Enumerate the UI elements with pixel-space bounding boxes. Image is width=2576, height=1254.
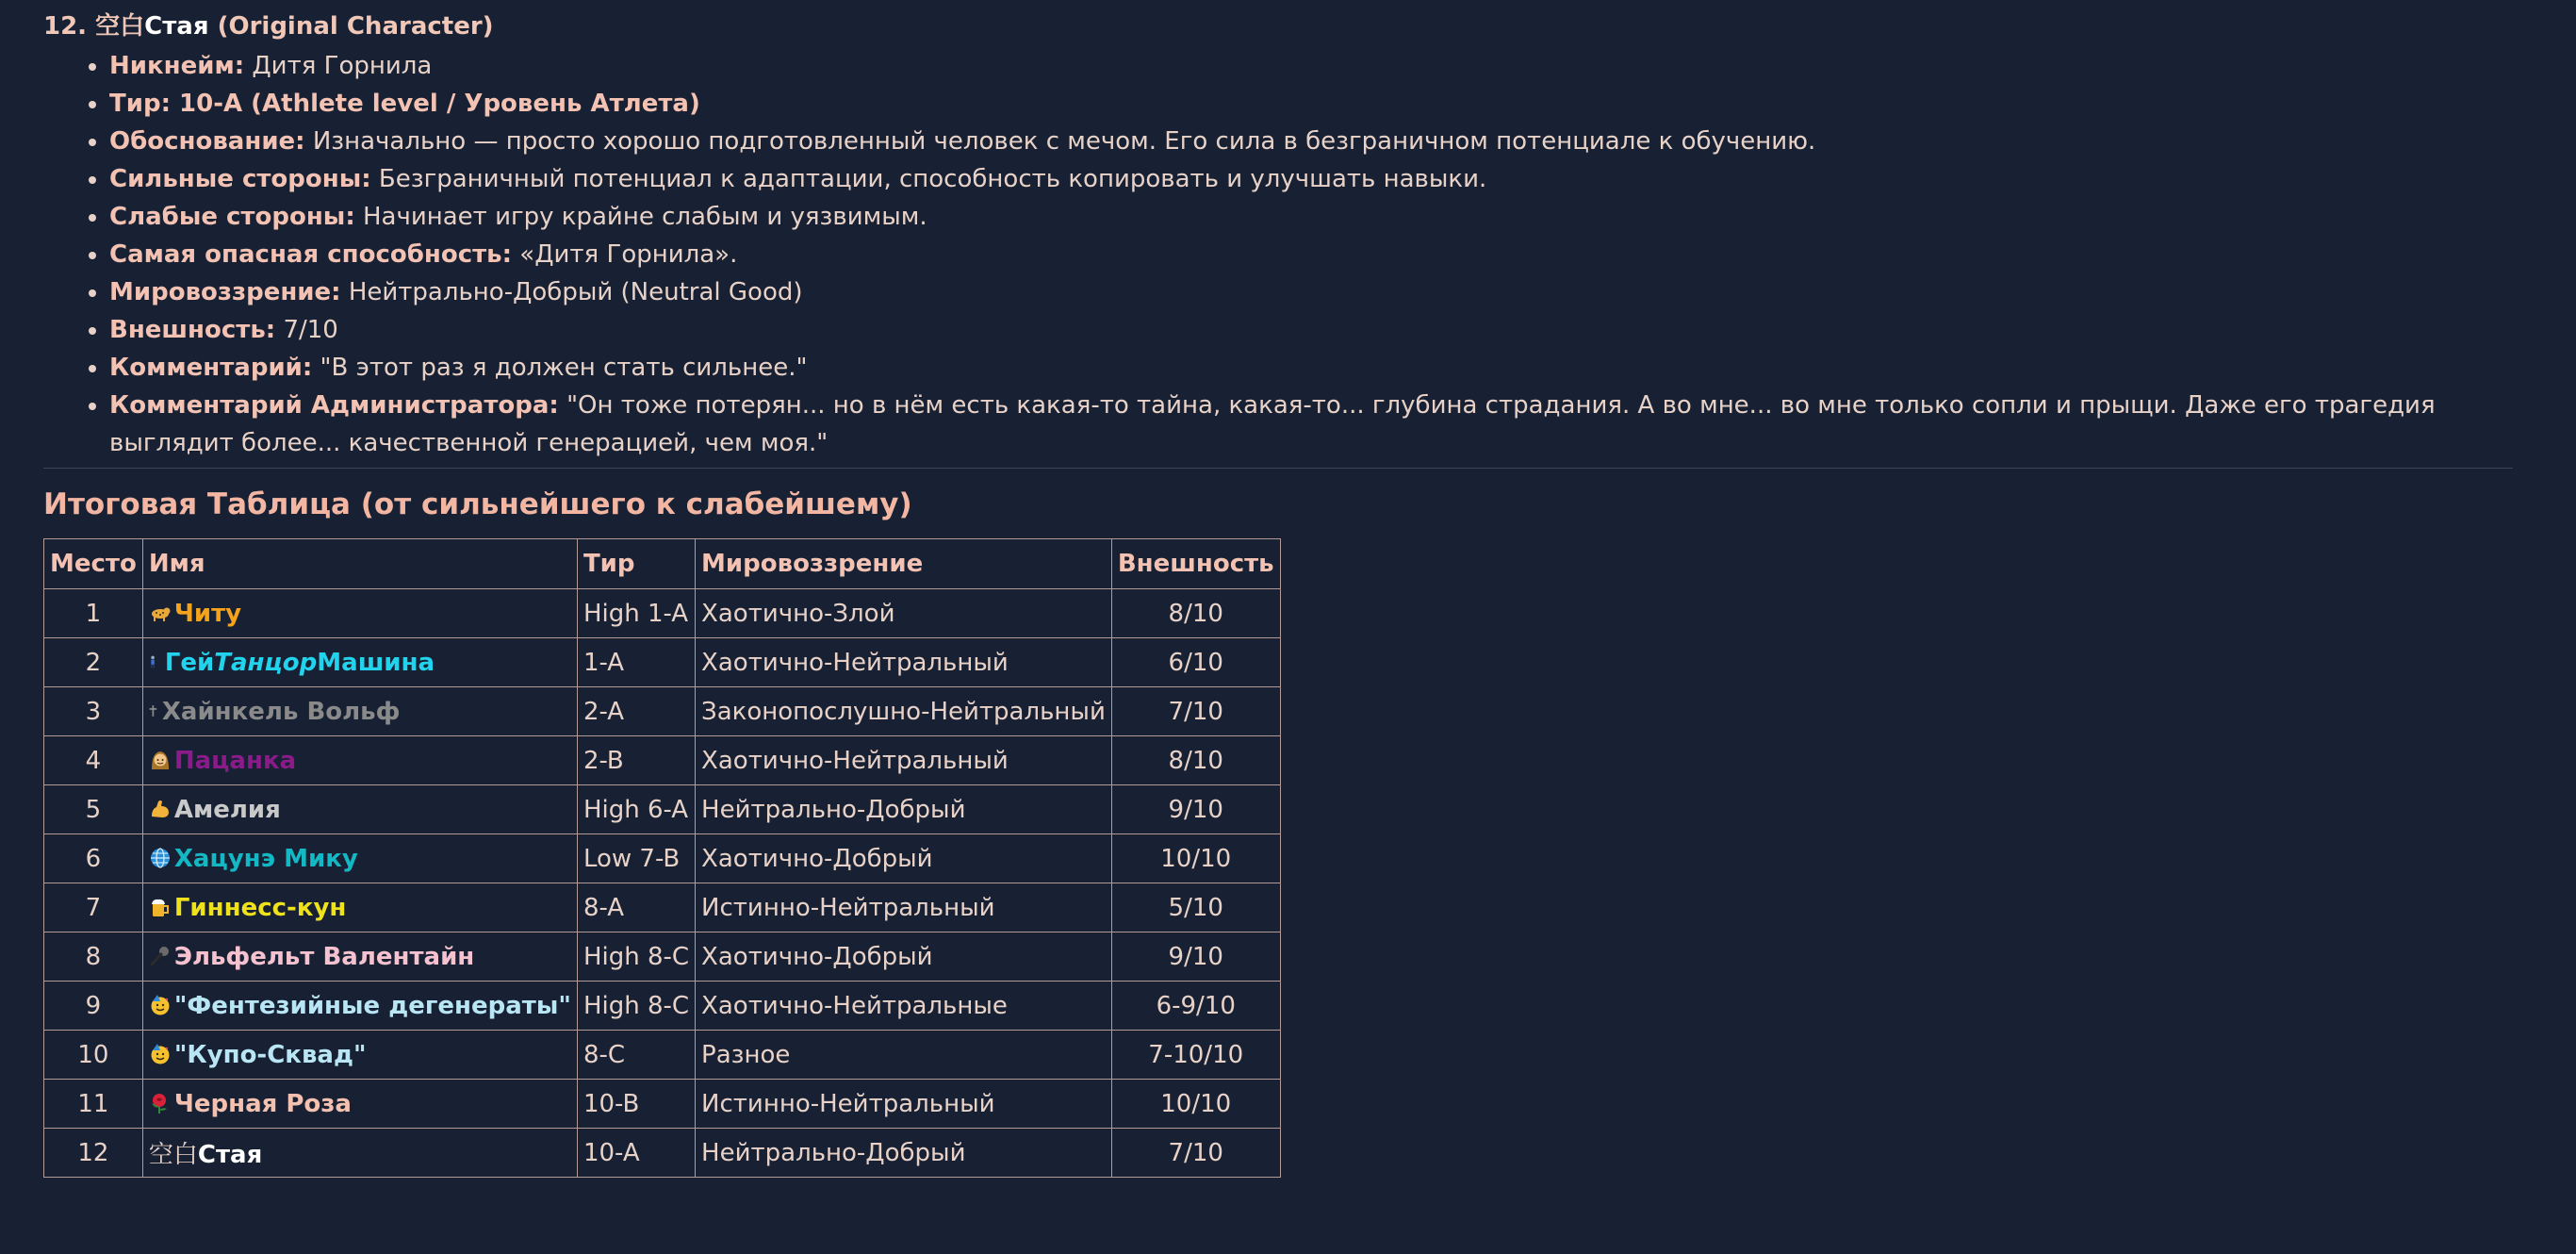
character-details-list — [43, 47, 2513, 462]
cell-tier: High 6-A — [577, 785, 695, 834]
cell-place: 4 — [44, 736, 143, 785]
cell-place: 2 — [44, 638, 143, 687]
cell-alignment: Хаотично-Злой — [696, 589, 1112, 638]
cell-place: 8 — [44, 932, 143, 982]
table-row — [44, 589, 1281, 638]
cell-appearance: 7/10 — [1111, 1129, 1280, 1178]
cell-appearance: 10/10 — [1111, 834, 1280, 883]
cell-name — [142, 1031, 577, 1080]
detail-label: Никнейм: — [109, 52, 245, 80]
cell-tier: 8-A — [577, 883, 695, 932]
cell-alignment: Хаотично-Добрый — [696, 834, 1112, 883]
rose-icon — [149, 1092, 172, 1114]
row-name-part: Гей — [164, 648, 215, 677]
cell-name — [142, 785, 577, 834]
cell-appearance: 7-10/10 — [1111, 1031, 1280, 1080]
table-row — [44, 932, 1281, 982]
girl-icon — [149, 749, 172, 771]
cell-appearance: 6/10 — [1111, 638, 1280, 687]
row-name-kanji: 空白 — [148, 1141, 198, 1169]
detail-dangerous-ability — [109, 236, 2513, 273]
cell-appearance: 9/10 — [1111, 932, 1280, 982]
cell-name — [142, 1129, 577, 1178]
dancer-robot-icon — [149, 651, 162, 673]
detail-value: Изначально — просто хорошо подготовленный человек с мечом. Его сила в безграничном потенциале к обучению. — [312, 127, 1816, 156]
detail-label: Комментарий: — [109, 354, 313, 382]
beer-mug-icon — [149, 896, 172, 918]
detail-weaknesses — [109, 198, 2513, 236]
cell-alignment: Законопослушно-Нейтральный — [696, 687, 1112, 736]
cell-alignment: Хаотично-Добрый — [696, 932, 1112, 982]
flexed-biceps-icon — [149, 798, 172, 820]
header-name: Имя — [142, 539, 577, 589]
detail-label: Внешность: — [109, 316, 276, 344]
detail-comment — [109, 349, 2513, 387]
cell-alignment: Хаотично-Нейтральные — [696, 982, 1112, 1031]
header-tier: Тир — [577, 539, 695, 589]
cell-tier: 10-A — [577, 1129, 695, 1178]
table-row — [44, 1031, 1281, 1080]
header-appearance: Внешность — [1111, 539, 1280, 589]
detail-value: «Дитя Горнила». — [519, 240, 738, 269]
character-heading — [43, 9, 2576, 43]
heading-number: 12. — [43, 12, 88, 41]
cell-alignment: Разное — [696, 1031, 1112, 1080]
row-name: Хайнкель Вольф — [161, 697, 401, 726]
cell-appearance: 8/10 — [1111, 589, 1280, 638]
heading-kanji: 空白 — [95, 12, 145, 41]
table-row — [44, 687, 1281, 736]
cell-name — [142, 982, 577, 1031]
cell-alignment: Нейтрально-Добрый — [696, 1129, 1112, 1178]
header-alignment: Мировоззрение — [696, 539, 1112, 589]
summary-table-title: Итоговая Таблица (от сильнейшего к слабейшему) — [43, 487, 912, 521]
detail-value: Безграничный потенциал к адаптации, способность копировать и улучшать навыки. — [378, 165, 1487, 193]
table-row — [44, 1080, 1281, 1129]
detail-value: 7/10 — [283, 316, 338, 344]
detail-label: Сильные стороны: — [109, 165, 371, 193]
heading-name: Стая — [144, 12, 209, 41]
cell-name — [142, 589, 577, 638]
detail-label: Самая опасная способность: — [109, 240, 513, 269]
detail-justification — [109, 123, 2513, 160]
cell-place: 1 — [44, 589, 143, 638]
party-face-icon — [149, 1043, 172, 1065]
cell-tier: 1-A — [577, 638, 695, 687]
cell-appearance: 6-9/10 — [1111, 982, 1280, 1031]
table-row — [44, 834, 1281, 883]
row-name-part-italic: Танцор — [214, 648, 318, 677]
summary-table-body — [44, 589, 1281, 1178]
detail-value: "В этот раз я должен стать сильнее." — [320, 354, 808, 382]
row-name: Гиннесс-кун — [173, 893, 347, 922]
detail-label: Слабые стороны: — [109, 203, 355, 231]
cell-name — [142, 883, 577, 932]
row-name: Пацанка — [173, 746, 297, 775]
cell-name — [142, 834, 577, 883]
cell-name — [142, 687, 577, 736]
heading-suffix: (Original Character) — [217, 12, 494, 41]
cell-tier: 2-B — [577, 736, 695, 785]
table-row — [44, 736, 1281, 785]
header-place: Место — [44, 539, 143, 589]
detail-label: Обоснование: — [109, 127, 305, 156]
table-row — [44, 982, 1281, 1031]
detail-value: Дитя Горнила — [252, 52, 433, 80]
cell-place: 10 — [44, 1031, 143, 1080]
cell-place: 12 — [44, 1129, 143, 1178]
row-name: Эльфельт Валентайн — [173, 942, 475, 971]
row-name: "Купо-Сквад" — [173, 1040, 367, 1069]
cell-place: 6 — [44, 834, 143, 883]
cell-alignment: Истинно-Нейтральный — [696, 883, 1112, 932]
cell-tier: High 1-A — [577, 589, 695, 638]
table-row — [44, 1129, 1281, 1178]
table-header-row — [44, 539, 1281, 589]
row-name-part: Машина — [317, 648, 435, 677]
detail-value: "Он тоже потерян... но в нём есть какая-то тайна, какая-то... глубина страдания. А во мне... во мне только сопли и прыщи. Даже его трагедия выглядит более... качественной генерацией, чем моя." — [109, 391, 2436, 457]
cell-tier: Low 7-B — [577, 834, 695, 883]
detail-admin-comment — [109, 387, 2513, 462]
detail-tier-text: Тир: 10-A (Athlete level / Уровень Атлета) — [109, 90, 700, 118]
cell-place: 11 — [44, 1080, 143, 1129]
table-row — [44, 883, 1281, 932]
cell-alignment: Нейтрально-Добрый — [696, 785, 1112, 834]
cheetah-icon — [149, 602, 172, 624]
cell-tier: High 8-C — [577, 932, 695, 982]
cell-appearance: 10/10 — [1111, 1080, 1280, 1129]
cross-icon — [149, 700, 162, 722]
cell-appearance: 8/10 — [1111, 736, 1280, 785]
cell-place: 7 — [44, 883, 143, 932]
cell-appearance: 9/10 — [1111, 785, 1280, 834]
globe-icon — [149, 847, 172, 869]
cell-alignment: Хаотично-Нейтральный — [696, 736, 1112, 785]
cell-place: 3 — [44, 687, 143, 736]
cell-place: 9 — [44, 982, 143, 1031]
summary-table — [43, 538, 1281, 1178]
detail-value: Начинает игру крайне слабым и уязвимым. — [362, 203, 927, 231]
detail-appearance — [109, 311, 2513, 349]
cell-alignment: Истинно-Нейтральный — [696, 1080, 1112, 1129]
detail-strengths — [109, 160, 2513, 198]
row-name: Черная Роза — [173, 1089, 352, 1118]
section-divider — [43, 468, 2513, 469]
cell-tier: 2-A — [577, 687, 695, 736]
row-name: Стая — [197, 1141, 263, 1169]
detail-label: Комментарий Администратора: — [109, 391, 559, 420]
cell-alignment: Хаотично-Нейтральный — [696, 638, 1112, 687]
detail-alignment — [109, 273, 2513, 311]
microphone-icon — [149, 945, 172, 967]
table-row — [44, 638, 1281, 687]
cell-name — [142, 932, 577, 982]
cell-tier: 8-C — [577, 1031, 695, 1080]
cell-tier: 10-B — [577, 1080, 695, 1129]
detail-value: Нейтрально-Добрый (Neutral Good) — [348, 278, 803, 306]
cell-name — [142, 1080, 577, 1129]
row-name: Хацунэ Мику — [173, 844, 358, 873]
row-name: "Фентезийные дегенераты" — [173, 991, 571, 1020]
row-name: Читу — [173, 599, 242, 628]
table-row — [44, 785, 1281, 834]
cell-appearance: 7/10 — [1111, 687, 1280, 736]
cell-tier: High 8-C — [577, 982, 695, 1031]
cell-appearance: 5/10 — [1111, 883, 1280, 932]
detail-nickname — [109, 47, 2513, 85]
cell-name — [142, 736, 577, 785]
party-face-icon — [149, 994, 172, 1016]
detail-tier — [109, 85, 2513, 123]
cell-name — [142, 638, 577, 687]
detail-label: Мировоззрение: — [109, 278, 341, 306]
row-name: Амелия — [173, 795, 281, 824]
cell-place: 5 — [44, 785, 143, 834]
